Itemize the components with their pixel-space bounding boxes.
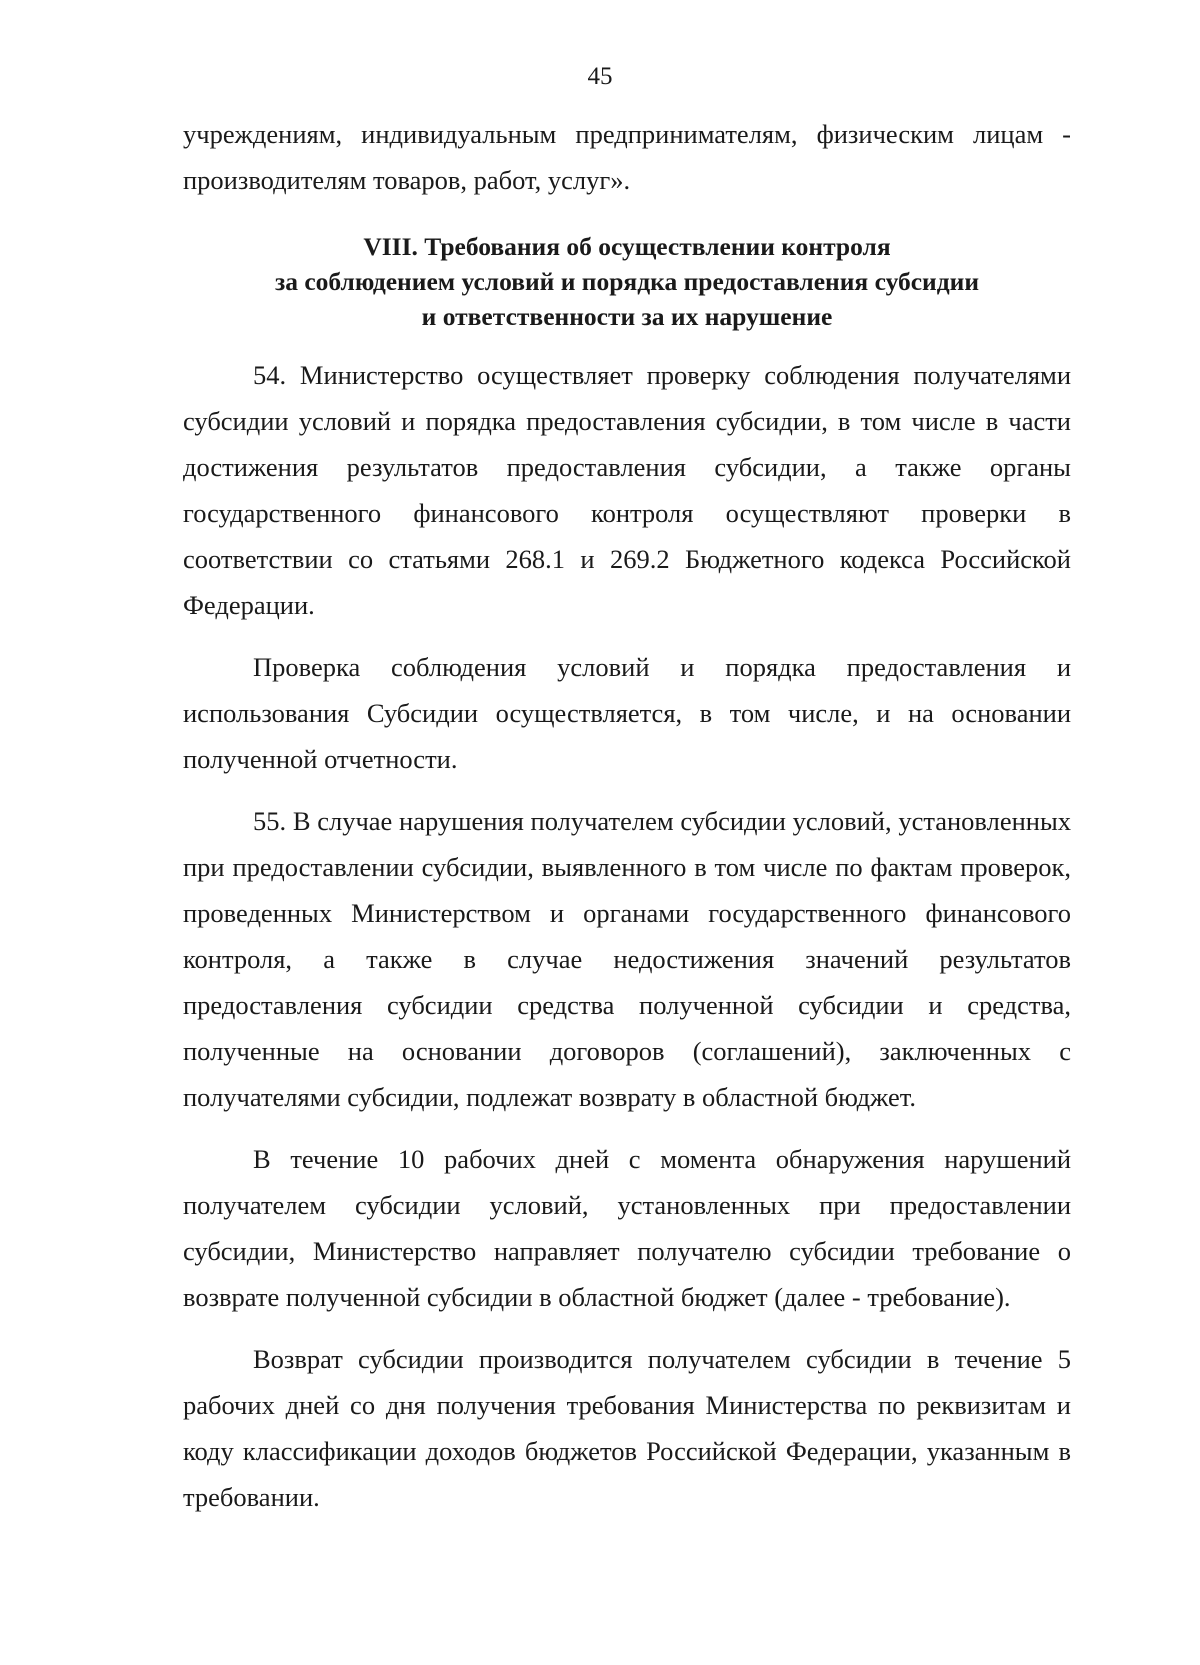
intro-paragraph: учреждениям, индивидуальным предпринимателям, физическим лицам - производителям товаров, работ, услуг». bbox=[183, 119, 1071, 195]
section-heading-line: за соблюдением условий и порядка предоставления субсидии bbox=[274, 267, 980, 296]
paragraph-demand-notice: В течение 10 рабочих дней с момента обнаружения нарушений получателем субсидии условий, установленных при предоставлении субсидии, Министерство направляет получателю субсидии требование о возврате полученной субсидии в областной бюджет (далее - требование). bbox=[183, 1144, 1071, 1312]
paragraph-55: 55. В случае нарушения получателем субсидии условий, установленных при предоставлении субсидии, выявленного в том числе по фактам проверок, проведенных Министерством и органами государственного финансового контроля, а также в случае недостижения значений результатов предоставления субсидии средства полученной субсидии и средства, полученные на основании договоров (соглашений), заключенных с получателями субсидии, подлежат возврату в областной бюджет. bbox=[183, 806, 1071, 1112]
page-number: 45 bbox=[587, 63, 613, 90]
paragraph-54: 54. Министерство осуществляет проверку соблюдения получателями субсидии условий и порядка предоставления субсидии, в том числе в части достижения результатов предоставления субсидии, а также органы государственного финансового контроля осуществляют проверки в соответствии со статьями 268.1 и 269.2 Бюджетного кодекса Российской Федерации. bbox=[183, 360, 1071, 620]
section-heading-line: и ответственности за их нарушение bbox=[421, 302, 833, 331]
paragraph-verification: Проверка соблюдения условий и порядка предоставления и использования Субсидии осуществляется, в том числе, и на основании полученной отчетности. bbox=[183, 652, 1071, 774]
section-heading-line: VIII. Требования об осуществлении контроля bbox=[363, 232, 891, 261]
paragraph-refund: Возврат субсидии производится получателем субсидии в течение 5 рабочих дней со дня получения требования Министерства по реквизитам и коду классификации доходов бюджетов Российской Федерации, указанным в требовании. bbox=[183, 1344, 1071, 1512]
document-body bbox=[183, 111, 1071, 1536]
section-heading bbox=[183, 229, 1071, 334]
